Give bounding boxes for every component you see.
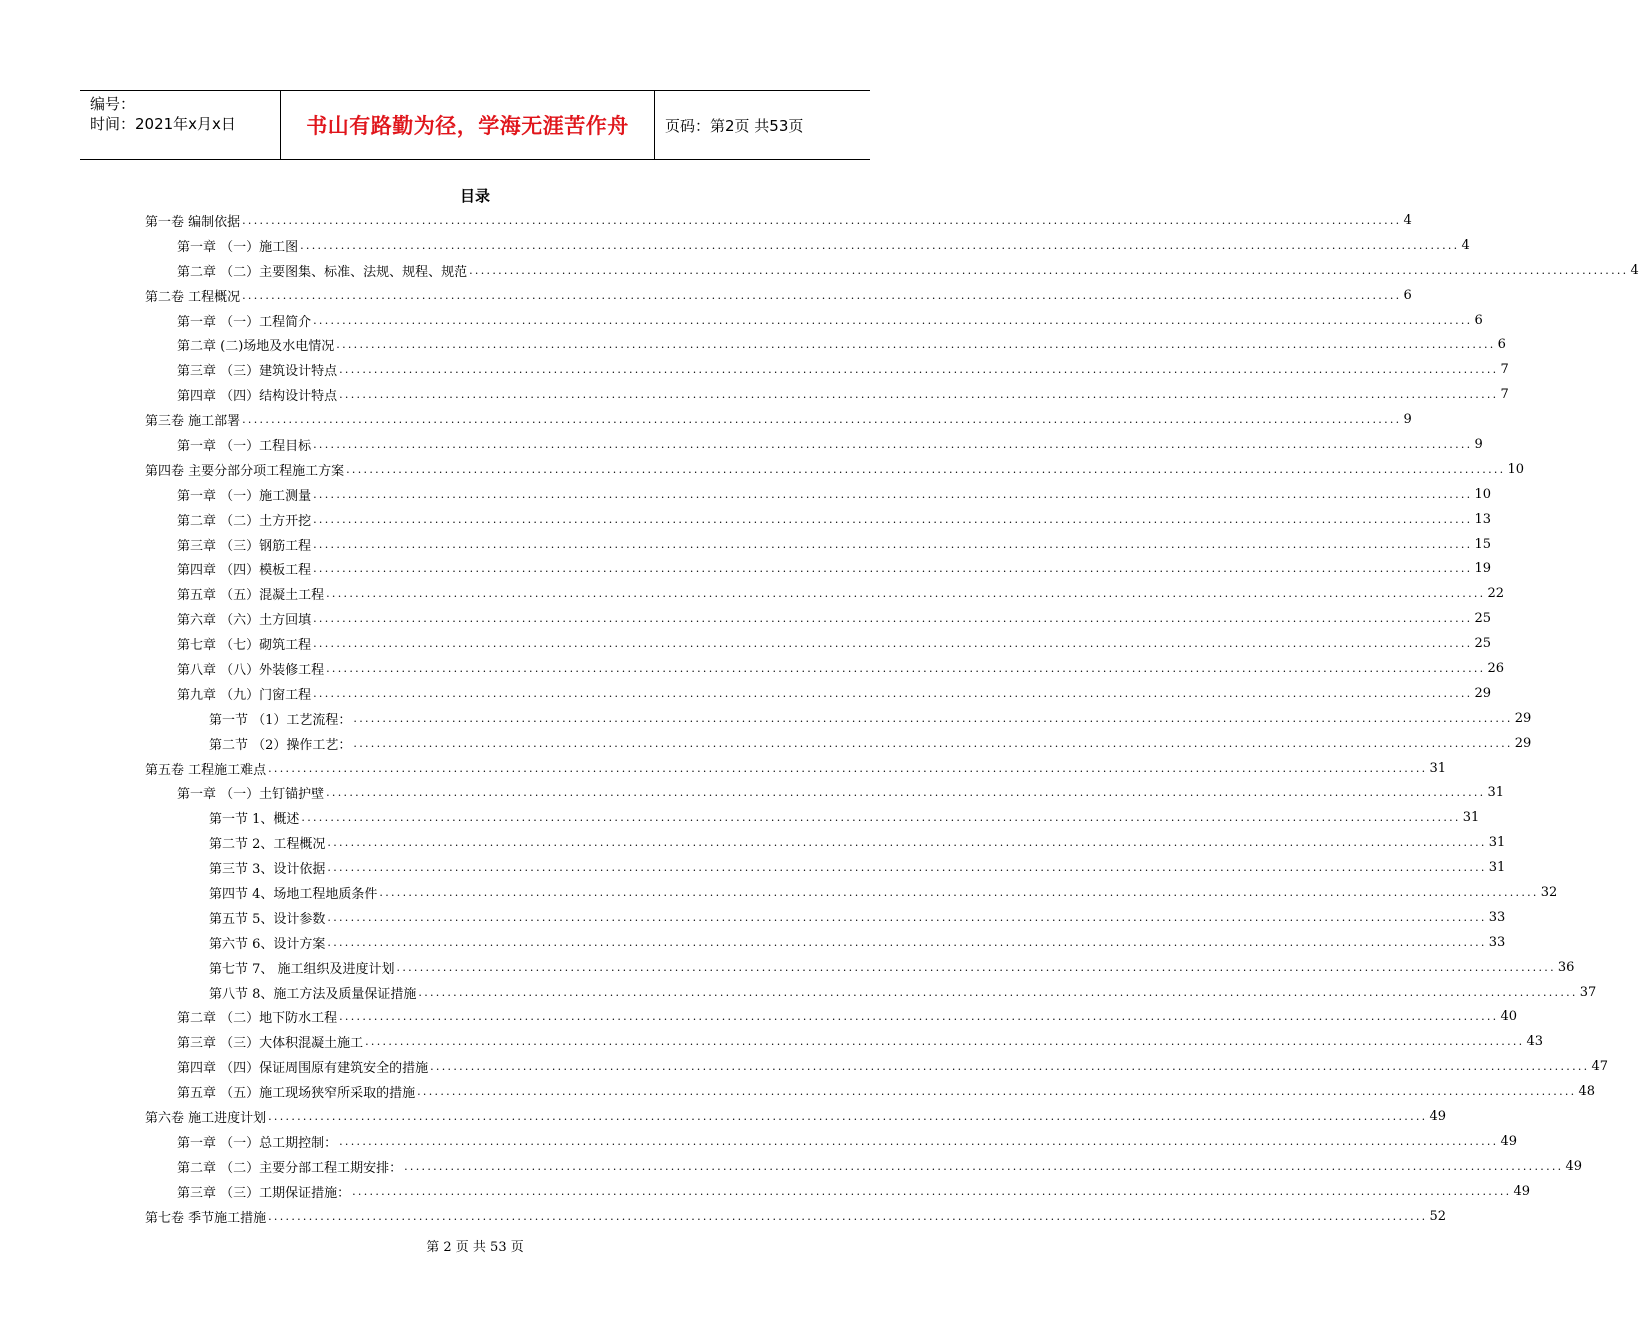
toc-title: 目录 bbox=[459, 187, 490, 205]
toc-entry-page: 6 bbox=[1497, 337, 1506, 353]
header-slogan: 书山有路勤为径，学海无涯苦作舟 bbox=[281, 91, 655, 159]
toc-entry-page: 31 bbox=[1488, 860, 1506, 876]
toc-entry-page: 36 bbox=[1557, 959, 1575, 975]
toc-entry-page: 4 bbox=[1630, 262, 1639, 278]
toc-entry[interactable] bbox=[145, 1005, 1518, 1030]
toc-entry-page: 40 bbox=[1500, 1009, 1518, 1025]
table-of-contents bbox=[145, 208, 1639, 1229]
toc-entry-page: 31 bbox=[1429, 760, 1447, 776]
dot-leader: ........................................................................................................................................................................................................ bbox=[352, 1184, 1512, 1198]
toc-entry-text: 第二节 2、工程概况 bbox=[209, 837, 326, 853]
toc-entry[interactable] bbox=[145, 1079, 1596, 1104]
dot-leader: ........................................................................................................................................................................................................ bbox=[339, 1134, 1499, 1148]
page-footer: 第 2 页 共 53 页 bbox=[426, 1240, 524, 1255]
dot-leader: ........................................................................................................................................................................................................ bbox=[339, 363, 1499, 377]
toc-entry-text: 第七章 （七）砌筑工程 bbox=[177, 638, 312, 654]
toc-entry-page: 4 bbox=[1403, 212, 1412, 228]
toc-entry[interactable] bbox=[145, 332, 1506, 357]
toc-entry[interactable] bbox=[145, 357, 1509, 382]
toc-entry[interactable] bbox=[145, 1179, 1531, 1204]
dot-leader: ........................................................................................................................................................................................................ bbox=[242, 288, 1402, 302]
toc-entry[interactable] bbox=[145, 905, 1506, 930]
toc-entry-page: 25 bbox=[1474, 611, 1492, 627]
dot-leader: ........................................................................................................................................................................................................ bbox=[268, 1110, 1428, 1123]
toc-entry[interactable] bbox=[145, 258, 1639, 283]
dot-leader: ........................................................................................................................................................................................................ bbox=[365, 1035, 1525, 1049]
toc-entry-page: 4 bbox=[1461, 237, 1470, 253]
toc-entry-text: 第七节 7、 施工组织及进度计划 bbox=[209, 961, 395, 977]
dot-leader: ........................................................................................................................................................................................................ bbox=[268, 761, 1428, 775]
toc-entry-text: 第一节 （1）工艺流程： bbox=[209, 712, 352, 728]
toc-entry-page: 25 bbox=[1474, 636, 1492, 652]
toc-entry-text: 第一节 1、概述 bbox=[209, 812, 300, 828]
dot-leader: ........................................................................................................................................................................................................ bbox=[313, 637, 1473, 651]
toc-entry[interactable] bbox=[145, 855, 1506, 880]
toc-entry-text: 第三章 （三）工期保证措施： bbox=[177, 1185, 351, 1201]
toc-entry-page: 52 bbox=[1429, 1208, 1447, 1224]
toc-entry-page: 19 bbox=[1474, 561, 1492, 577]
toc-entry-text: 第九章 （九）门窗工程 bbox=[177, 687, 312, 703]
toc-entry[interactable] bbox=[145, 457, 1525, 482]
toc-entry[interactable] bbox=[145, 880, 1558, 905]
toc-entry[interactable] bbox=[145, 1054, 1609, 1079]
toc-entry[interactable] bbox=[145, 532, 1492, 557]
toc-entry-page: 32 bbox=[1540, 884, 1558, 900]
toc-entry-text: 第八节 8、施工方法及质量保证措施 bbox=[209, 986, 417, 1002]
dot-leader: ........................................................................................................................................................................................................ bbox=[339, 1010, 1499, 1024]
dot-leader: ........................................................................................................................................................................................................ bbox=[313, 313, 1473, 327]
toc-entry[interactable] bbox=[145, 556, 1492, 581]
dot-leader: ........................................................................................................................................................................................................ bbox=[430, 1060, 1590, 1074]
dot-leader: ........................................................................................................................................................................................................ bbox=[346, 462, 1506, 476]
toc-entry-text: 第四章 （四）模板工程 bbox=[177, 563, 312, 579]
toc-entry-text: 第四章 （四）保证周围原有建筑安全的措施 bbox=[177, 1061, 429, 1077]
dot-leader: ........................................................................................................................................................................................................ bbox=[326, 587, 1486, 601]
header-info bbox=[80, 91, 281, 159]
toc-entry-page: 37 bbox=[1579, 984, 1597, 1000]
dot-leader: ........................................................................................................................................................................................................ bbox=[339, 388, 1499, 402]
toc-entry-page: 15 bbox=[1474, 536, 1492, 552]
toc-entry-text: 第七卷 季节施工措施 bbox=[145, 1210, 267, 1226]
time-label: 时间：2021年x月x日 bbox=[90, 115, 236, 133]
toc-entry-page: 49 bbox=[1513, 1183, 1531, 1199]
toc-entry-text: 第一章 （一）总工期控制： bbox=[177, 1135, 338, 1151]
toc-entry-page: 49 bbox=[1429, 1109, 1447, 1124]
dot-leader: ........................................................................................................................................................................................................ bbox=[418, 985, 1578, 999]
toc-entry-page: 31 bbox=[1487, 785, 1505, 801]
toc-entry[interactable] bbox=[145, 980, 1597, 1005]
toc-entry-text: 第二章 (二)场地及水电情况 bbox=[177, 339, 335, 355]
toc-entry[interactable] bbox=[145, 1204, 1447, 1229]
toc-entry-page: 22 bbox=[1487, 586, 1505, 602]
toc-entry-text: 第四章 （四）结构设计特点 bbox=[177, 389, 338, 405]
toc-entry-page: 7 bbox=[1500, 387, 1509, 403]
dot-leader: ........................................................................................................................................................................................................ bbox=[313, 512, 1473, 526]
dot-leader: ........................................................................................................................................................................................................ bbox=[327, 861, 1487, 875]
toc-entry-text: 第四节 4、场地工程地质条件 bbox=[209, 886, 378, 902]
toc-entry-text: 第一章 （一）土钉锚护壁 bbox=[177, 787, 325, 803]
toc-entry-text: 第三卷 施工部署 bbox=[145, 414, 241, 430]
toc-entry-text: 第五节 5、设计参数 bbox=[209, 911, 326, 927]
toc-entry-text: 第一章 （一）施工图 bbox=[177, 239, 299, 255]
dot-leader: ........................................................................................................................................................................................................ bbox=[469, 263, 1629, 277]
toc-entry[interactable] bbox=[145, 930, 1506, 955]
toc-entry[interactable] bbox=[145, 581, 1505, 606]
toc-entry[interactable] bbox=[145, 1129, 1518, 1154]
dot-leader: ........................................................................................................................................................................................................ bbox=[242, 213, 1402, 227]
toc-entry-page: 49 bbox=[1565, 1158, 1583, 1174]
toc-entry-page: 13 bbox=[1474, 511, 1492, 527]
toc-entry[interactable] bbox=[145, 656, 1505, 681]
toc-entry-page: 29 bbox=[1514, 710, 1532, 726]
toc-entry[interactable] bbox=[145, 756, 1447, 781]
dot-leader: ........................................................................................................................................................................................................ bbox=[327, 836, 1487, 850]
toc-entry-page: 43 bbox=[1526, 1034, 1544, 1050]
toc-entry[interactable] bbox=[145, 1104, 1447, 1129]
toc-entry[interactable] bbox=[145, 507, 1492, 532]
toc-entry-text: 第四卷 主要分部分项工程施工方案 bbox=[145, 463, 345, 479]
toc-entry-page: 29 bbox=[1514, 735, 1532, 751]
toc-entry-text: 第一章 （一）施工测量 bbox=[177, 488, 312, 504]
dot-leader: ........................................................................................................................................................................................................ bbox=[396, 960, 1556, 974]
dot-leader: ........................................................................................................................................................................................................ bbox=[313, 686, 1473, 700]
number-label: 编号： bbox=[90, 95, 136, 113]
toc-entry-text: 第八章 （八）外装修工程 bbox=[177, 662, 325, 678]
toc-entry[interactable] bbox=[145, 731, 1532, 756]
dot-leader: ........................................................................................................................................................................................................ bbox=[404, 1159, 1564, 1173]
toc-entry-page: 47 bbox=[1591, 1059, 1609, 1075]
toc-entry-text: 第二章 （二）地下防水工程 bbox=[177, 1011, 338, 1027]
toc-entry-page: 10 bbox=[1507, 461, 1525, 477]
dot-leader: ........................................................................................................................................................................................................ bbox=[313, 487, 1473, 501]
toc-entry[interactable] bbox=[145, 606, 1492, 631]
toc-entry-text: 第三章 （三）建筑设计特点 bbox=[177, 364, 338, 380]
toc-entry[interactable] bbox=[145, 432, 1483, 457]
toc-entry[interactable] bbox=[145, 706, 1532, 731]
header-page-label: 页码：第2页 共53页 bbox=[665, 116, 804, 135]
toc-entry[interactable] bbox=[145, 407, 1412, 432]
toc-entry-text: 第六节 6、设计方案 bbox=[209, 936, 326, 952]
dot-leader: ........................................................................................................................................................................................................ bbox=[301, 811, 1461, 825]
toc-entry[interactable] bbox=[145, 1154, 1583, 1179]
toc-entry[interactable] bbox=[145, 1029, 1544, 1054]
toc-entry-text: 第二章 （二）主要分部工程工期安排： bbox=[177, 1160, 403, 1176]
dot-leader: ........................................................................................................................................................................................................ bbox=[313, 537, 1473, 551]
toc-entry[interactable] bbox=[145, 308, 1483, 333]
page-header bbox=[80, 90, 870, 160]
toc-entry-page: 6 bbox=[1403, 287, 1412, 303]
dot-leader: ........................................................................................................................................................................................................ bbox=[326, 786, 1486, 800]
toc-entry-text: 第三章 （三）钢筋工程 bbox=[177, 538, 312, 554]
dot-leader: ........................................................................................................................................................................................................ bbox=[353, 711, 1513, 725]
toc-entry-text: 第六卷 施工进度计划 bbox=[145, 1111, 267, 1126]
toc-entry[interactable] bbox=[145, 805, 1480, 830]
toc-entry-page: 10 bbox=[1474, 486, 1492, 502]
toc-entry-text: 第三章 （三）大体积混凝土施工 bbox=[177, 1036, 364, 1052]
dot-leader: ........................................................................................................................................................................................................ bbox=[336, 338, 1496, 352]
toc-entry-text: 第五章 （五）混凝土工程 bbox=[177, 588, 325, 604]
dot-leader: ........................................................................................................................................................................................................ bbox=[326, 661, 1486, 675]
dot-leader: ........................................................................................................................................................................................................ bbox=[417, 1085, 1577, 1099]
toc-entry-text: 第二章 （二）主要图集、标准、法规、规程、规范 bbox=[177, 264, 468, 280]
toc-entry-page: 29 bbox=[1474, 685, 1492, 701]
toc-entry-text: 第五章 （五）施工现场狭窄所采取的措施 bbox=[177, 1086, 416, 1102]
dot-leader: ........................................................................................................................................................................................................ bbox=[313, 562, 1473, 576]
toc-entry-page: 48 bbox=[1578, 1084, 1596, 1100]
toc-entry-page: 33 bbox=[1488, 909, 1506, 925]
toc-entry[interactable] bbox=[145, 631, 1492, 656]
toc-entry-text: 第三节 3、设计依据 bbox=[209, 862, 326, 878]
toc-entry[interactable] bbox=[145, 482, 1492, 507]
dot-leader: ........................................................................................................................................................................................................ bbox=[242, 413, 1402, 427]
toc-entry-page: 33 bbox=[1488, 934, 1506, 950]
toc-entry-text: 第五卷 工程施工难点 bbox=[145, 762, 267, 778]
dot-leader: ........................................................................................................................................................................................................ bbox=[300, 238, 1460, 252]
dot-leader: ........................................................................................................................................................................................................ bbox=[313, 612, 1473, 626]
dot-leader: ........................................................................................................................................................................................................ bbox=[353, 736, 1513, 750]
dot-leader: ........................................................................................................................................................................................................ bbox=[268, 1209, 1428, 1223]
dot-leader: ........................................................................................................................................................................................................ bbox=[327, 935, 1487, 949]
toc-entry[interactable] bbox=[145, 780, 1505, 805]
toc-entry[interactable] bbox=[145, 955, 1575, 980]
toc-entry[interactable] bbox=[145, 382, 1509, 407]
toc-entry-text: 第二章 （二）土方开挖 bbox=[177, 513, 312, 529]
toc-entry[interactable] bbox=[145, 233, 1470, 258]
dot-leader: ........................................................................................................................................................................................................ bbox=[379, 885, 1539, 899]
toc-entry-page: 6 bbox=[1474, 312, 1483, 328]
toc-entry[interactable] bbox=[145, 681, 1492, 706]
toc-entry-page: 31 bbox=[1462, 810, 1480, 826]
toc-entry-page: 31 bbox=[1488, 835, 1506, 851]
toc-entry-text: 第二节 （2）操作工艺： bbox=[209, 737, 352, 753]
toc-entry[interactable] bbox=[145, 208, 1412, 233]
toc-entry[interactable] bbox=[145, 283, 1412, 308]
toc-entry[interactable] bbox=[145, 830, 1506, 855]
toc-entry-text: 第一章 （一）工程目标 bbox=[177, 438, 312, 454]
dot-leader: ........................................................................................................................................................................................................ bbox=[313, 437, 1473, 451]
toc-entry-page: 26 bbox=[1487, 660, 1505, 676]
toc-entry-page: 7 bbox=[1500, 362, 1509, 378]
dot-leader: ........................................................................................................................................................................................................ bbox=[327, 910, 1487, 924]
toc-entry-text: 第一章 （一）工程简介 bbox=[177, 314, 312, 330]
toc-entry-page: 9 bbox=[1403, 412, 1412, 428]
toc-entry-text: 第六章 （六）土方回填 bbox=[177, 613, 312, 629]
toc-entry-page: 9 bbox=[1474, 436, 1483, 452]
toc-entry-text: 第二卷 工程概况 bbox=[145, 289, 241, 305]
toc-entry-text: 第一卷 编制依据 bbox=[145, 214, 241, 230]
toc-entry-page: 49 bbox=[1500, 1133, 1518, 1149]
